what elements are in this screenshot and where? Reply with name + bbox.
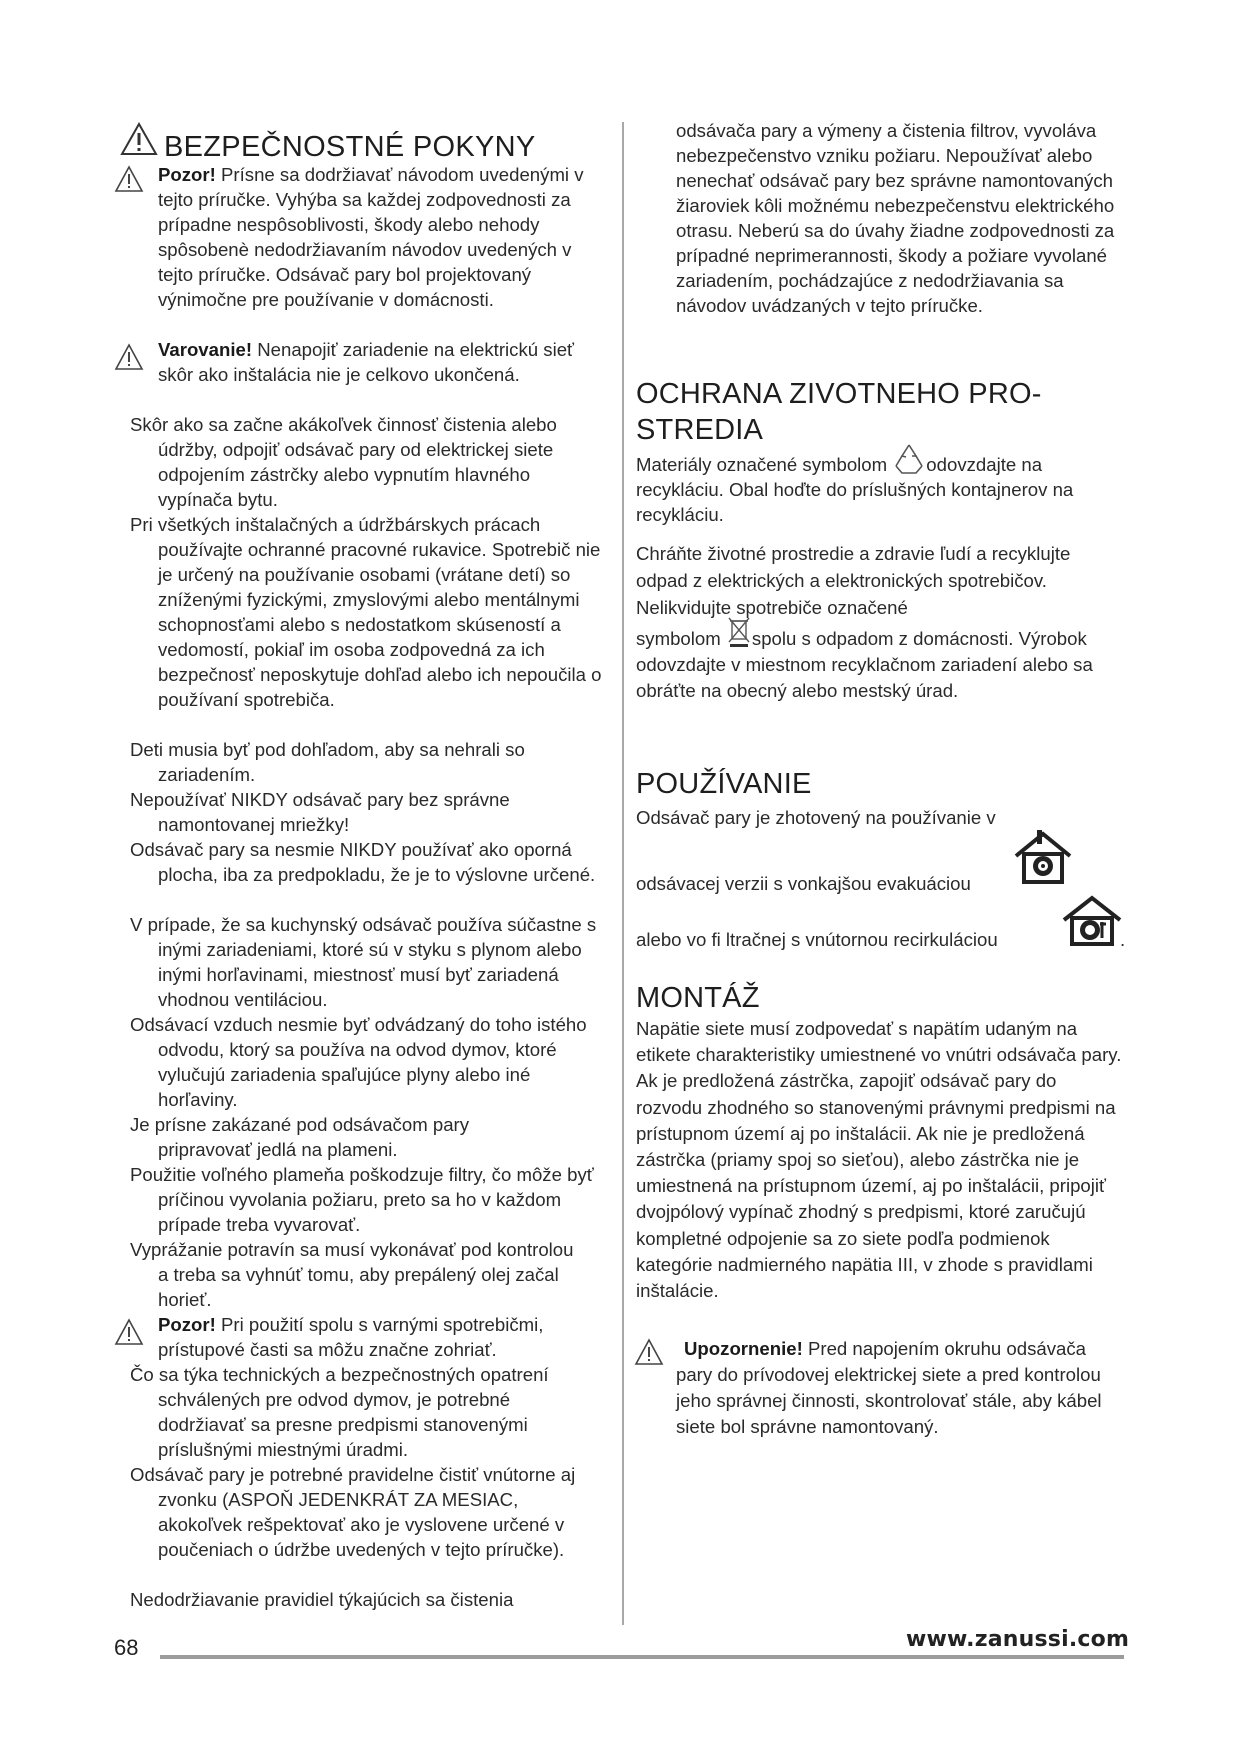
varovanie-text: Nenapojiť zariadenie na elektrickú sieť skôr ako inštalácia nie je celkovo ukončená. [158,339,575,385]
pozor-paragraph [158,162,598,312]
safety-heading: BEZPEČNOSTNÉ POKYNY [164,131,536,163]
usage-line-3: alebo vo fi ltračnej s vnútornou recirkuláciou [636,929,998,950]
safety-item: Použitie voľného plameňa poškodzuje filtry, čo môže byť príčinou vyvolania požiaru, preto sa ho v každom prípade treba vyvarovať. [130,1164,594,1235]
safety-item: Je prísne zakázané pod odsávačom pary pripravovať jedlá na plameni. [130,1114,470,1160]
recycling-icon [892,442,926,476]
warning-heading-icon [120,122,158,156]
website-link[interactable]: www.zanussi.com [906,1627,1130,1652]
environment-paragraph-1: Materiály označené symbolom odovzdajte na recykláciu. Obal hoďte do príslušných kontajnerov na recykláciu. [636,452,1126,527]
warning-icon [634,1338,664,1366]
usage-line-1: Odsávač pary je zhotovený na používanie v [636,807,996,828]
footer-rule [160,1655,1124,1659]
weee-bin-icon [726,615,752,649]
pozor2-label: Pozor! [158,1314,216,1335]
environment-heading-line1: OCHRANA ZIVOTNEHO PRO- [636,378,1042,410]
safety-item: Čo sa týka technických a bezpečnostných opatrení schválených pre odvod dymov, je potrebné dodržiavať sa presne predpismi stanovenými príslušnými miestnými úradmi. [130,1364,549,1460]
installation-text: Napätie siete musí zodpovedať s napätím udaným na etikete charakteristiky umiestnené vo vnútri odsávača pary. Ak je predložená zástrčka, zapojiť odsávač pary do rozvodu zhodného so stanovenými právnymi predpismi na prístupnom území aj po inštalácii. Ak nie je predložená zástrčka (priamy spoj so sieťou), alebo zástrčka nie je umiestnená na prístupnom území, aj po inštalácii, pripojiť dvojpólový vypínač zhodný s predpismi, ktoré zaručujú kompletné odpojenie sa zo siete podľa podmienok kategórie nadmierného napätia III, v zhode s pravidlami inštalácie. [636,1018,1122,1302]
varovanie-paragraph [158,337,598,387]
column-divider [622,122,624,1625]
usage-heading: POUŽÍVANIE [636,768,812,800]
environment-paragraph-2: Chráňte životné prostredie a zdravie ľudí a recyklujte odpad z elektrických a elektronických spotrebičov. Nelikvidujte spotrebiče označené [636,543,1071,618]
usage-line-2: odsávacej verzii s vonkajšou evakuáciou [636,873,971,894]
safety-item: V prípade, že sa kuchynský odsávač používa súčastne s inými zariadeniami, ktoré sú v styku s plynom alebo inými horľavinami, miestnosť musí byť zariadená vhodnou ventiláciou. [130,914,597,1010]
warning-icon [114,343,144,371]
environment-heading-line2: STREDIA [636,414,764,446]
upozornenie-label: Upozornenie! [684,1338,803,1359]
warning-icon [114,1318,144,1346]
extraction-mode-icon [1012,828,1074,886]
upozornenie-text: Pred napojením okruhu odsávača pary do prívodovej elektrickej siete a pred kontrolou jeho správnej činnosti, skontrolovať stále, aby kábel siete bol správne namontovaný. [676,1338,1102,1437]
environment-paragraph-3: symbolom spolu s odpadom z domácnosti. Výrobok odovzdajte v miestnom recyklačnom zariadení alebo sa obráťte na obecný alebo mestský úrad. [636,626,1136,704]
recirculation-mode-icon [1060,892,1124,948]
installation-heading: MONTÁŽ [636,982,760,1014]
safety-item: Vyprážanie potravín sa musí vykonávať pod kontrolou a treba sa vyhnúť tomu, aby prepálený olej začal horieť. [130,1239,574,1310]
safety-item: Deti musia byť pod dohľadom, aby sa nehrali so zariadením. [130,739,525,785]
safety-item: Nedodržiavanie pravidiel týkajúcich sa čistenia [130,1589,514,1610]
safety-item: Odsávač pary je potrebné pravidelne čistiť vnútorne aj zvonku (ASPOŇ JEDENKRÁT ZA MESIAC, akokoľvek rešpektovať ako je vyslovene určené v poučeniach o údržbe uvedených v tejto príručke). [130,1464,576,1560]
pozor2-text: Pri použití spolu s varnými spotrebičmi, prístupové časti sa môžu značne zohriať. [158,1314,544,1360]
usage-line-3-period: . [1120,929,1126,950]
upozornenie-paragraph [676,1336,1116,1440]
warning-icon [114,165,144,193]
varovanie-label: Varovanie! [158,339,253,360]
safety-item: Odsávač pary sa nesmie NIKDY používať ako oporná plocha, iba za predpokladu, že je to výslovne určené. [130,839,596,885]
safety-item: Odsávací vzduch nesmie byť odvádzaný do toho istého odvodu, ktorý sa používa na odvod dymov, ktoré vylučujú zariadenia spaľujúce plyny alebo iné horľaviny. [130,1014,587,1110]
page-number: 68 [114,1635,139,1660]
environment-heading [636,376,1136,448]
safety-item: Skôr ako sa začne akákoľvek činnosť čistenia alebo údržby, odpojiť odsávač pary od elektrickej siete odpojením zástrčky alebo vypnutím hlavného vypínača bytu. [130,414,557,510]
pozor-label: Pozor! [158,164,216,185]
safety-continuation: odsávača pary a výmeny a čistenia filtrov, vyvoláva nebezpečenstvo vzniku požiaru. Nepoužívať alebo nenechať odsávač pary bez správne namontovaných žiaroviek kôli možnému nebezpečenstvu elektrického otrasu. Neberú sa do úvahy žiadne zodpovednosti za prípadné neprimerannosti, škody a požiare vyvolané zariadením, pochádzajúce z nedodržiavania sa návodov uvádzaných v tejto príručke. [676,120,1115,316]
pozor-text: Prísne sa dodržiavať návodom uvedenými v tejto príručke. Vyhýba sa každej zodpovednosti za prípadne nespôsoblivosti, škody alebo nehody spôsobenè nedodržiavaním návodov uvedených v tejto príručke. Odsávač pary bol projektovaný výnimočne pre používanie v domácnosti. [158,164,584,310]
pozor2-paragraph [158,1312,608,1362]
safety-item: Pri všetkých inštalačných a údržbárskych prácach používajte ochranné pracovné rukavice. Spotrebič nie je určený na používanie osobami (vrátane detí) so zníženými fyzickými, zmyslovými alebo mentálnymi schopnosťami alebo s nedostatkom skúseností a vedomostí, pokiaľ im osoba zodpovedná za ich bezpečnosť neposkytuje dohľad alebo ich nepoučila o používaní spotrebiča. [130,514,602,710]
safety-item: Nepoužívať NIKDY odsávač pary bez správne namontovanej mriežky! [130,789,510,835]
